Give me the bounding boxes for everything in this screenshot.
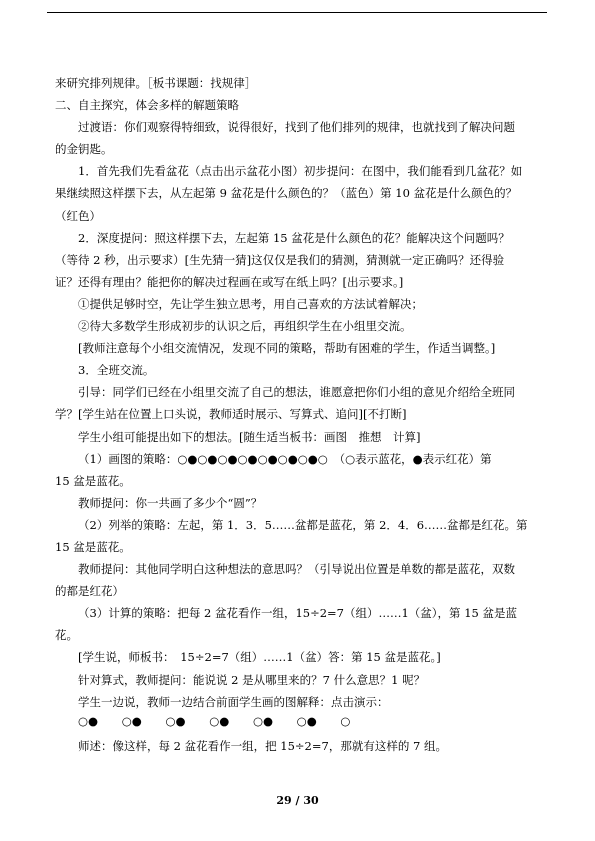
text-line: ②待大多数学生形成初步的认识之后，再组织学生在小组里交流。 xyxy=(78,319,412,334)
text-line: 证？还得有理由？能把你的解决过程画在或写在纸上吗？[出示要求。] xyxy=(55,274,404,289)
text-line: [学生说，师板书： 15÷2=7（组）……1（盆）答：第 15 盆是蓝花。] xyxy=(78,650,441,665)
document-body xyxy=(55,72,545,713)
text-line: 的都是红花） xyxy=(55,584,124,599)
dot-group: ○● xyxy=(121,714,142,728)
text-line: 的金钥匙。 xyxy=(55,142,113,157)
dot-group: ○● xyxy=(252,714,274,728)
text-line: 果继续照这样摆下去，从左起第 9 盆花是什么颜色的？（蓝色）第 10 盆花是什么颜色的？ xyxy=(55,186,518,201)
text-line: （等待 2 秒，出示要求）[生先猜一猜]这仅仅是我们的猜测，猜测就一定正确吗？还得验 xyxy=(55,252,505,267)
text-line: 花。 xyxy=(55,628,78,643)
page-number: 29 / 30 xyxy=(276,794,319,807)
text-line: 1．首先我们先看盆花（点击出示盆花小图）初步提问：在图中，我们能看到几盆花？如 xyxy=(78,164,523,179)
text-line: 2．深度提问：照这样摆下去，左起第 15 盆花是什么颜色的花？能解决这个问题吗？ xyxy=(78,230,510,245)
text-line: 学生小组可能提出如下的想法。[随生适当板书：画图 推想 计算] xyxy=(78,429,421,444)
text-line: （1）画图的策略：○●○●○●○●○●○●○●○ （○表示蓝花，●表示红花）第 xyxy=(78,451,492,466)
text-line: 学生一边说，教师一边结合前面学生画的图解释：点击演示： xyxy=(78,694,389,709)
text-line: 3．全班交流。 xyxy=(78,363,155,378)
text-line: 来研究排列规律。［板书课题：找规律］ xyxy=(55,76,257,90)
dot-group: ○● xyxy=(209,714,230,728)
text-line: ①提供足够时空，先让学生独立思考，用自己喜欢的方法试着解决； xyxy=(78,296,423,311)
dot-group: ○● xyxy=(78,714,99,728)
text-line: 教师提问：其他同学明白这种想法的意思吗？（引导说出位置是单数的都是蓝花，双数 xyxy=(78,562,515,577)
text-line: 学？[学生站在位置上口头说，教师适时展示、写算式、追问][不打断] xyxy=(55,407,407,422)
text-line: （3）计算的策略：把每 2 盆花看作一组，15÷2=7（组）……1（盆），第 15 盆是蓝 xyxy=(78,606,517,621)
text-line: 引导：同学们已经在小组里交流了自己的想法，谁愿意把你们小组的意见介绍给全班同 xyxy=(78,385,515,400)
text-line: [教师注意每个小组交流情况，发现不同的策略，帮助有困难的学生，作适当调整。] xyxy=(78,341,496,356)
dot-group: ○● xyxy=(296,714,317,728)
section-heading: 二、自主探究，体会多样的解题策略 xyxy=(55,98,239,113)
dot-group: ○● xyxy=(165,714,186,728)
dot-group: ○ xyxy=(340,714,351,728)
text-line: 过渡语：你们观察得特细致，说得很好，找到了他们排列的规律，也就找到了解决问题 xyxy=(78,120,515,135)
text-line: 15 盆是蓝花。 xyxy=(55,473,131,488)
dot-group-row xyxy=(78,713,370,729)
text-line: 针对算式，教师提问：能说说 2 是从哪里来的？7 什么意思？1 呢？ xyxy=(78,672,426,687)
text-line: 师述：像这样，每 2 盆花看作一组，把 15÷2=7，那就有这样的 7 组。 xyxy=(78,739,447,753)
header-rule xyxy=(47,12,547,13)
text-line: 15 盆是蓝花。 xyxy=(55,539,131,554)
text-line: （2）列举的策略：左起，第 1．3．5……盆都是蓝花，第 2．4．6……盆都是红花。第 xyxy=(78,517,528,532)
closing-paragraph xyxy=(55,735,545,757)
text-line: （红色） xyxy=(55,208,101,223)
text-line: 教师提问：你一共画了多少个“圆”？ xyxy=(78,495,263,510)
